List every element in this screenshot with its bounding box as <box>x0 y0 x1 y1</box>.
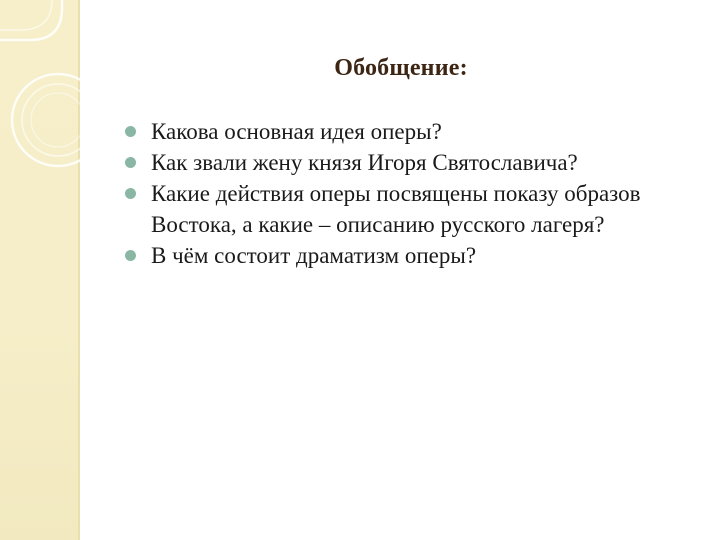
bullet-item <box>125 240 695 271</box>
bullet-text: Какова основная идея оперы? <box>151 119 442 144</box>
bullet-text: В чём состоит драматизм оперы? <box>151 243 477 268</box>
bullet-text: Какие действия оперы посвящены показу образов Востока, а какие – описанию русского лагеря? <box>151 181 641 237</box>
bullet-item <box>125 116 695 147</box>
bullet-dot-icon <box>125 157 136 168</box>
bullet-item <box>125 147 695 178</box>
bullet-dot-icon <box>125 126 136 137</box>
bullet-dot-icon <box>125 250 136 261</box>
bullet-text: Как звали жену князя Игоря Святославича? <box>151 150 578 175</box>
bullet-item <box>125 178 695 240</box>
concentric-circles-icon <box>0 0 110 210</box>
slide-title: Обобщение: <box>334 55 468 81</box>
bullet-dot-icon <box>125 188 136 199</box>
bullet-list <box>125 116 695 271</box>
